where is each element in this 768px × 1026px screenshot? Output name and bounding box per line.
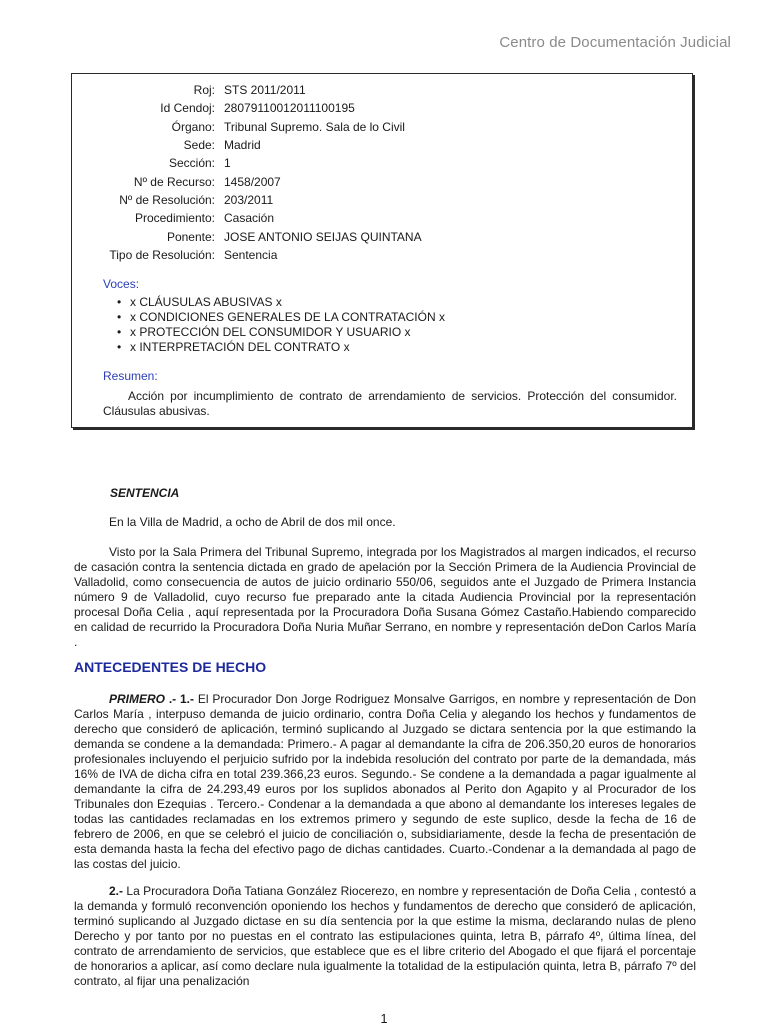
meta-label: Tipo de Resolución: bbox=[109, 248, 215, 262]
metadata-box bbox=[71, 73, 693, 428]
resumen-heading: Resumen: bbox=[103, 369, 158, 383]
primero-separator: .- bbox=[165, 692, 180, 706]
meta-value: 1458/2007 bbox=[224, 175, 281, 189]
voces-heading: Voces: bbox=[103, 277, 140, 291]
meta-row-procedimiento bbox=[72, 209, 692, 227]
primero-label: PRIMERO bbox=[109, 692, 166, 706]
meta-value: Madrid bbox=[224, 138, 261, 152]
meta-row-ponente bbox=[72, 228, 692, 246]
meta-value: Sentencia bbox=[224, 248, 278, 262]
meta-label: Roj: bbox=[193, 83, 215, 97]
segundo-paragraph bbox=[74, 884, 696, 989]
resumen-text: Acción por incumplimiento de contrato de arrendamiento de servicios. Protección del consumidor. Cláusulas abusivas. bbox=[103, 389, 677, 418]
meta-row-sede bbox=[72, 136, 692, 154]
voces-list bbox=[116, 295, 445, 355]
meta-value: 203/2011 bbox=[224, 193, 274, 207]
sentencia-title: SENTENCIA bbox=[110, 486, 180, 500]
meta-label: Id Cendoj: bbox=[160, 101, 215, 115]
meta-row-roj bbox=[72, 81, 692, 99]
meta-label: Nº de Resolución: bbox=[119, 193, 215, 207]
meta-value: STS 2011/2011 bbox=[224, 83, 306, 97]
meta-value: 28079110012011100195 bbox=[224, 101, 355, 115]
meta-label: Ponente: bbox=[166, 230, 215, 244]
meta-value: JOSE ANTONIO SEIJAS QUINTANA bbox=[224, 230, 422, 244]
meta-value: Tribunal Supremo. Sala de lo Civil bbox=[224, 120, 405, 134]
meta-label: Sede: bbox=[183, 138, 215, 152]
list-item: • x PROTECCIÓN DEL CONSUMIDOR Y USUARIO x bbox=[116, 325, 445, 340]
meta-label: Nº de Recurso: bbox=[133, 175, 215, 189]
segundo-text: La Procuradora Doña Tatiana González Riocerezo, en nombre y representación de Doña Celia , contestó a la demanda y formuló reconvención oponiendo los hechos y fundamentos de derecho que consideró de aplicación, terminó suplicando al Juzgado dictase en su día sentencia por la que estime la misma, declarando nulas de pleno Derecho y por tanto por no puestas en el contrato las estipulaciones quinta, letra B, párrafo 4º, última línea, del contrato de arrendamiento de servicios, que establece que es el libre criterio del Abogado el que fijará el porcentaje de honorarios a aplicar, así como declare nula igualmente la totalidad de la estipulación quinta, letra B, párrafo 7º del contrato, al fijar una penalización bbox=[74, 884, 696, 988]
meta-row-resolucion bbox=[72, 191, 692, 209]
meta-label: Sección: bbox=[168, 156, 215, 170]
primero-paragraph bbox=[74, 692, 696, 872]
meta-row-tipo-resolucion bbox=[72, 246, 692, 264]
primero-number: 1.- bbox=[180, 692, 195, 706]
list-item: • x CLÁUSULAS ABUSIVAS x bbox=[116, 295, 445, 310]
meta-row-seccion bbox=[72, 154, 692, 172]
list-item: • x INTERPRETACIÓN DEL CONTRATO x bbox=[116, 340, 445, 355]
meta-row-organo bbox=[72, 118, 692, 136]
place-date-paragraph: En la Villa de Madrid, a ocho de Abril de dos mil once. bbox=[109, 515, 396, 529]
meta-value: 1 bbox=[224, 156, 231, 170]
antecedentes-heading: ANTECEDENTES DE HECHO bbox=[74, 659, 267, 675]
meta-label: Órgano: bbox=[171, 120, 215, 134]
meta-row-id-cendoj bbox=[72, 99, 692, 117]
primero-text: El Procurador Don Jorge Rodriguez Monsalve Garrigos, en nombre y representación de Don Carlos María , interpuso demanda de juicio ordinario, contra Doña Celia y alegando los hechos y fundamentos de derecho que consideró de aplicación, terminó suplicando al Juzgado se dictara sentencia por la que estimando la demanda se condene a la demandada: Primero.- A pagar al demandante la cifra de 206.350,20 euros de honorarios profesionales incluyendo el perjuicio sufrido por la indebida resolución del contrato por parte de la demandada, más 16% de IVA de dicha cifra en total 239.366,23 euros. Segundo.- Se condene a la demandada a pagar igualmente al demandante la cifra de 24.293,49 euros por los suplidos abonados al Perito don Agapito y al Procurador de los Tribunales don Ezequias . Tercero.- Condenar a la demandada a que abono al demandante los intereses legales de todas las cantidades reclamadas en los extremos primero y segundo de este suplico, desde la fecha de 16 de febrero de 2006, en que se celebró el juicio de conciliación o, subsidiariamente, desde la fecha de presentación de esta demanda hasta la fecha del efectivo pago de dichas cantidades. Cuarto.-Condenar a la demandada al pago de las costas del juicio. bbox=[74, 692, 696, 871]
segundo-number: 2.- bbox=[109, 884, 124, 898]
header-title: Centro de Documentación Judicial bbox=[499, 34, 731, 51]
visto-paragraph: Visto por la Sala Primera del Tribunal Supremo, integrada por los Magistrados al margen indicados, el recurso de casación contra la sentencia dictada en grado de apelación por la Sección Primera de la Audiencia Provincial de Valladolid, como consecuencia de autos de juicio ordinario 550/06, seguidos ante el Juzgado de Primera Instancia número 9 de Valladolid, cuyo recurso fue preparado ante la citada Audiencia Provincial por la representación procesal Doña Celia , aquí representada por la Procuradora Doña Susana Gómez Castaño.Habiendo comparecido en calidad de recurrido la Procuradora Doña Nuria Muñar Serrano, en nombre y representación deDon Carlos María . bbox=[74, 545, 696, 649]
list-item: • x CONDICIONES GENERALES DE LA CONTRATACIÓN x bbox=[116, 310, 445, 325]
page-number: 1 bbox=[380, 1011, 388, 1026]
meta-value: Casación bbox=[224, 211, 275, 225]
meta-label: Procedimiento: bbox=[134, 211, 215, 225]
meta-row-recurso bbox=[72, 173, 692, 191]
